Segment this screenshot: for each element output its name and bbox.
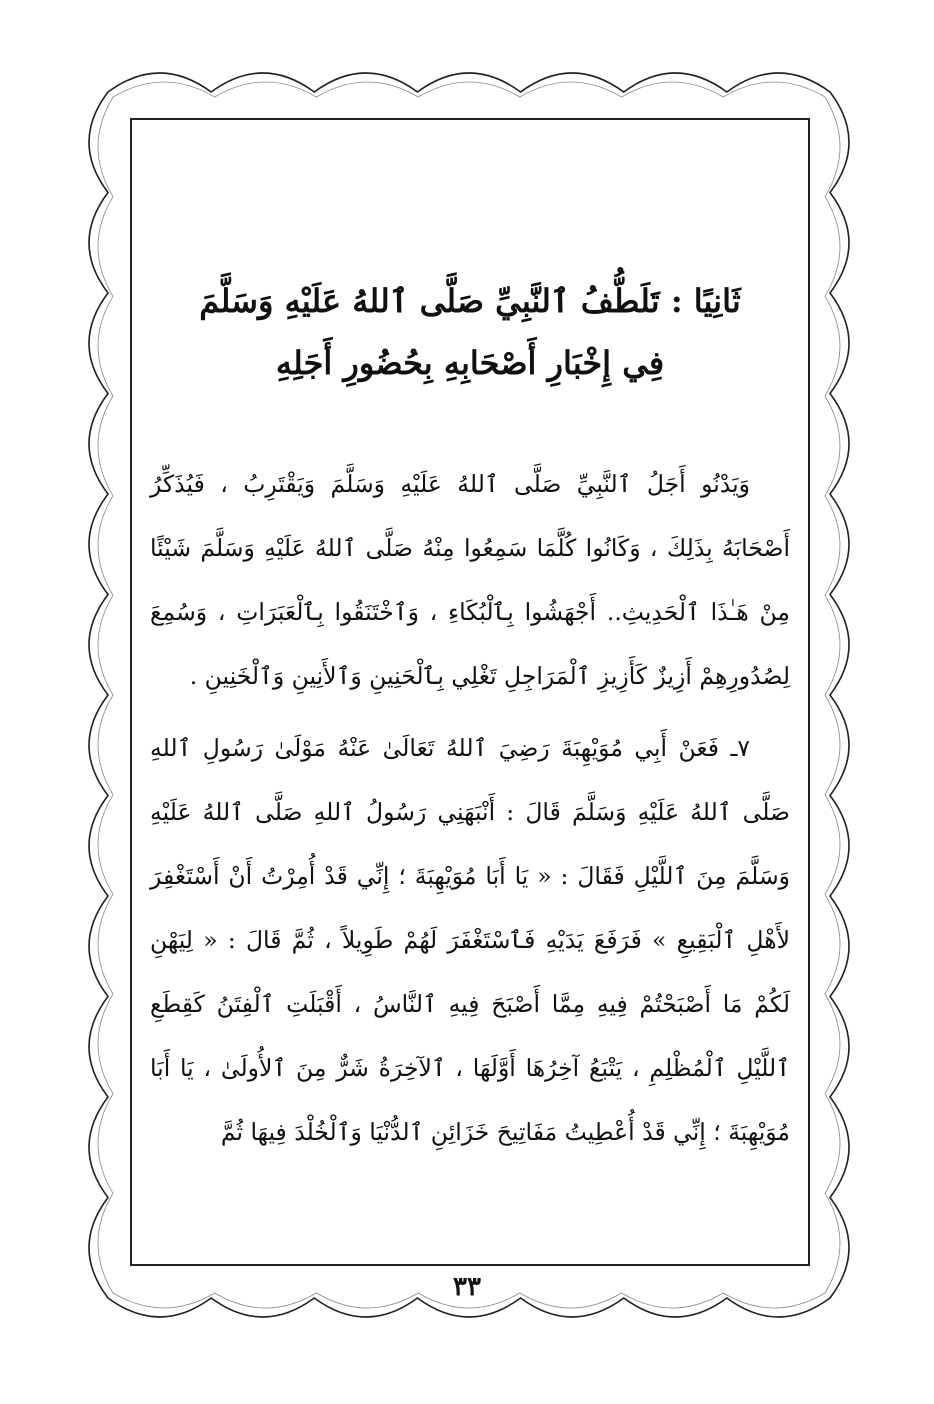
heading-line-2: فِي إِخْبَارِ أَصْحَابِهِ بِحُضُورِ أَجَلِهِ bbox=[275, 344, 665, 382]
page-content bbox=[150, 270, 790, 1172]
page-number: ٣٣ bbox=[453, 1272, 481, 1302]
heading-line-1: ثَانِيًا : تَلَطُّفُ ٱلنَّبِيِّ صَلَّى ٱللهُ عَلَيْهِ وَسَلَّمَ bbox=[199, 282, 741, 320]
body-paragraph-1: وَيَدْنُو أَجَلُ ٱلنَّبِيِّ صَلَّى ٱللهُ عَلَيْهِ وَسَلَّمَ وَيَقْتَرِبُ ، فَيُذَكِّرُ أَصْحَابَهُ بِذَلِكَ ، وَكَانُوا كُلَّمَا سَمِعُوا مِنْهُ صَلَّى ٱللهُ عَلَيْهِ وَسَلَّمَ شَيْئًا مِنْ هَـٰذَا ٱلْحَدِيثِ.. أَجْهَشُوا بِٱلْبُكَاءِ ، وَٱخْتَنَقُوا بِٱلْعَبَرَاتِ ، وَسُمِعَ لِصُدُورِهِمْ أَزِيزٌ كَأَزِيزِ ٱلْمَرَاجِلِ تَغْلِي بِٱلْحَنِينِ وَٱلأَنِينِ وَٱلْخَنِينِ . bbox=[150, 470, 790, 690]
section-heading bbox=[150, 270, 790, 394]
body-paragraph-2: ٧ـ فَعَنْ أَبِي مُوَيْهِبَةَ رَضِيَ ٱللهُ تَعَالَىٰ عَنْهُ مَوْلَىٰ رَسُولِ ٱللهِ صَلَّى ٱللهُ عَلَيْهِ وَسَلَّمَ قَالَ : أَنْبَهَنِي رَسُولُ ٱللهِ صَلَّى ٱللهُ عَلَيْهِ وَسَلَّمَ مِنَ ٱللَّيْلِ فَقَالَ : « يَا أَبَا مُوَيْهِبَةَ ؛ إِنِّي قَدْ أُمِرْتُ أَنْ أَسْتَغْفِرَ لأَهْلِ ٱلْبَقِيعِ » فَرَفَعَ يَدَيْهِ فَٱسْتَغْفَرَ لَهُمْ طَوِيلاً ، ثُمَّ قَالَ : « لِيَهْنِ لَكُمْ مَا أَصْبَحْتُمْ فِيهِ مِمَّا أَصْبَحَ فِيهِ ٱلنَّاسُ ، أَقْبَلَتِ ٱلْفِتَنُ كَقِطَعِ ٱللَّيْلِ ٱلْمُظْلِمِ ، يَتْبَعُ آخِرُهَا أَوَّلَهَا ، ٱلآخِرَةُ شَرٌّ مِنَ ٱلأُولَىٰ ، يَا أَبَا مُوَيْهِبَةَ ؛ إِنِّي قَدْ أُعْطِيتُ مَفَاتِيحَ خَزَائِنِ ٱلدُّنْيَا وَٱلْخُلْدَ فِيهَا ثُمَّ bbox=[150, 734, 790, 1146]
